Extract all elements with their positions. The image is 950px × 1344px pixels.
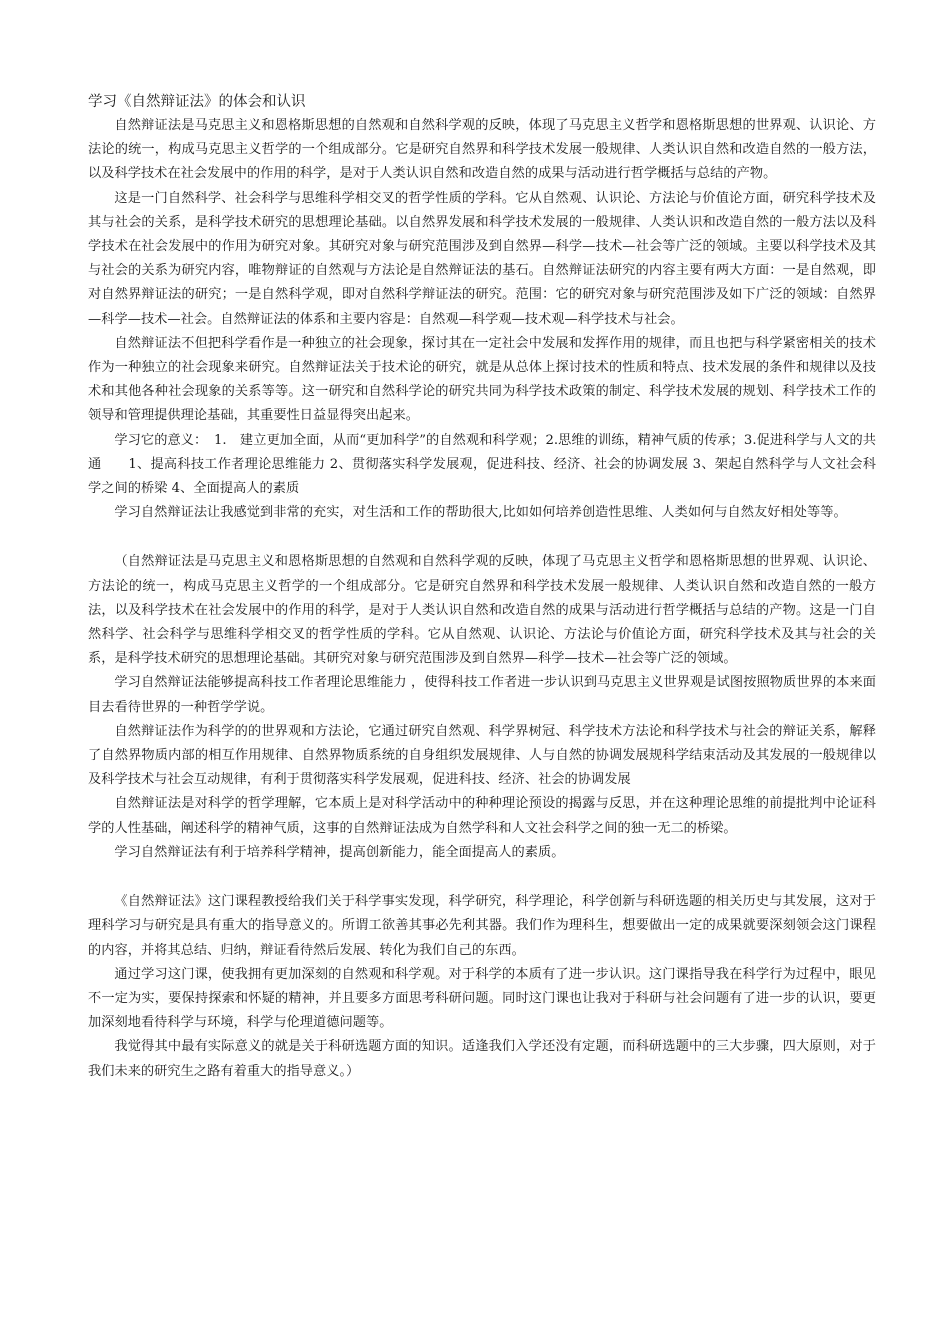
paragraph: 我觉得其中最有实际意义的就是关于科研选题方面的知识。适逢我们入学还没有定题，而科研选题中的三大步骤，四大原则，对于我们未来的研究生之路有着重大的指导意义。） xyxy=(88,1039,876,1079)
paragraph: 自然辩证法是马克思主义和恩格斯思想的自然观和自然科学观的反映，体现了马克思主义哲学和恩格斯思想的世界观、认识论、方法论的统一，构成马克思主义哲学的一个组成部分。它是研究自然界和科学技术发展一般规律、人类认识自然和改造自然的一般方法，以及科学技术在社会发展中的作用的科学，是对于人类认识自然和改造自然的成果与活动进行哲学概括与总结的产物。 xyxy=(88,118,876,182)
paragraph: 学习自然辩证法让我感觉到非常的充实，对生活和工作的帮助很大,比如如何培养创造性思维、人类如何与自然友好相处等等。 xyxy=(114,505,847,521)
section-1 xyxy=(88,114,876,525)
section-2 xyxy=(88,550,876,865)
paragraph: 学习自然辩证法能够提高科技工作者理论思维能力 ，使得科技工作者进一步认识到马克思主义世界观是试图按照物质世界的本来面目去看待世界的一种哲学学说。 xyxy=(88,675,876,715)
document-title: 学习《自然辩证法》的体会和认识 xyxy=(88,94,306,110)
paragraph: 《自然辩证法》这门课程教授给我们关于科学事实发现，科学研究，科学理论，科学创新与科研选题的相关历史与其发展，这对于理科学习与研究是具有重大的指导意义的。所谓工欲善其事必先利其器。我们作为理科生，想要做出一定的成果就要深刻领会这门课程的内容，并将其总结、归纳，辩证看待然后发展、转化为我们自己的东西。 xyxy=(88,894,876,958)
paragraph: 这是一门自然科学、社会科学与思维科学相交叉的哲学性质的学科。它从自然观、认识论、方法论与价值论方面，研究科学技术及其与社会的关系，是科学技术研究的思想理论基础。以自然界发展和科学技术发展的一般规律、人类认识和改造自然的一般方法以及科学技术在社会发展中的作用为研究对象。其研究对象与研究范围涉及到自然界—科学—技术—社会等广泛的领域。主要以科学技术及其与社会的关系为研究内容，唯物辩证的自然观与方法论是自然辩证法的基石。自然辩证法研究的内容主要有两大方面：一是自然观，即对自然界辩证法的研究；一是自然科学观，即对自然科学辩证法的研究。范围：它的研究对象与研究范围涉及如下广泛的领域：自然界—科学—技术—社会。自然辩证法的体系和主要内容是：自然观—科学观—技术观—科学技术与社会。 xyxy=(88,190,876,327)
section-3 xyxy=(88,890,876,1084)
paragraph: （自然辩证法是马克思主义和恩格斯思想的自然观和自然科学观的反映，体现了马克思主义哲学和恩格斯思想的世界观、认识论、方法论的统一，构成马克思主义哲学的一个组成部分。它是研究自然界和科学技术发展一般规律、人类认识自然和改造自然的一般方法，以及科学技术在社会发展中的作用的科学，是对于人类认识自然和改造自然的成果与活动进行哲学概括与总结的产物。这是一门自然科学、社会科学与思维科学相交叉的哲学性质的学科。它从自然观、认识论、方法论与价值论方面，研究科学技术及其与社会的关系，是科学技术研究的思想理论基础。其研究对象与研究范围涉及到自然界—科学—技术—社会等广泛的领域。 xyxy=(88,554,876,667)
paragraph: 自然辩证法不但把科学看作是一种独立的社会现象，探讨其在一定社会中发展和发挥作用的规律，而且也把与科学紧密相关的技术作为一种独立的社会现象来研究。自然辩证法关于技术论的研究，就是从总体上探讨技术的性质和特点、技术发展的条件和规律以及技术和其他各种社会现象的关系等等。这一研究和自然科学论的研究共同为科学技术政策的制定、科学技术发展的规划、科学技术工作的领导和管理提供理论基础，其重要性日益显得突出起来。 xyxy=(88,335,876,424)
paragraph: 学习自然辩证法有利于培养科学精神，提高创新能力，能全面提高人的素质。 xyxy=(114,844,565,860)
paragraph: 学习它的意义： 1. 建立更加全面，从而“更加科学”的自然观和科学观；2.思维的训练，精神气质的传承；3.促进科学与人文的共通 1、提高科技工作者理论思维能力 2、贯彻落实科学发展观，促进科技、经济、社会的协调发展 3、架起自然科学与人文社会科学之间的桥梁 4、全面提高人的素质 xyxy=(88,432,876,497)
spacer xyxy=(88,865,876,890)
paragraph: 自然辩证法作为科学的的世界观和方法论，它通过研究自然观、科学界树冠、科学技术方法论和科学技术与社会的辩证关系，解释了自然界物质内部的相互作用规律、自然界物质系统的自身组织发展规律、人与自然的协调发展规科学结束活动及其发展的一般规律以及科学技术与社会互动规律，有利于贯彻落实科学发展观，促进科技、经济、社会的协调发展 xyxy=(88,723,876,788)
paragraph: 自然辩证法是对科学的哲学理解，它本质上是对科学活动中的种种理论预设的揭露与反思，并在这种理论思维的前提批判中论证科学的人性基础，阐述科学的精神气质，这事的自然辩证法成为自然学科和人文社会科学之间的独一无二的桥梁。 xyxy=(88,796,876,836)
spacer xyxy=(88,525,876,550)
paragraph: 通过学习这门课，使我拥有更加深刻的自然观和科学观。对于科学的本质有了进一步认识。这门课指导我在科学行为过程中，眼见不一定为实，要保持探索和怀疑的精神，并且要多方面思考科研问题。同时这门课也让我对于科研与社会问题有了进一步的认识，要更加深刻地看待科学与环境，科学与伦理道德问题等。 xyxy=(88,966,876,1031)
